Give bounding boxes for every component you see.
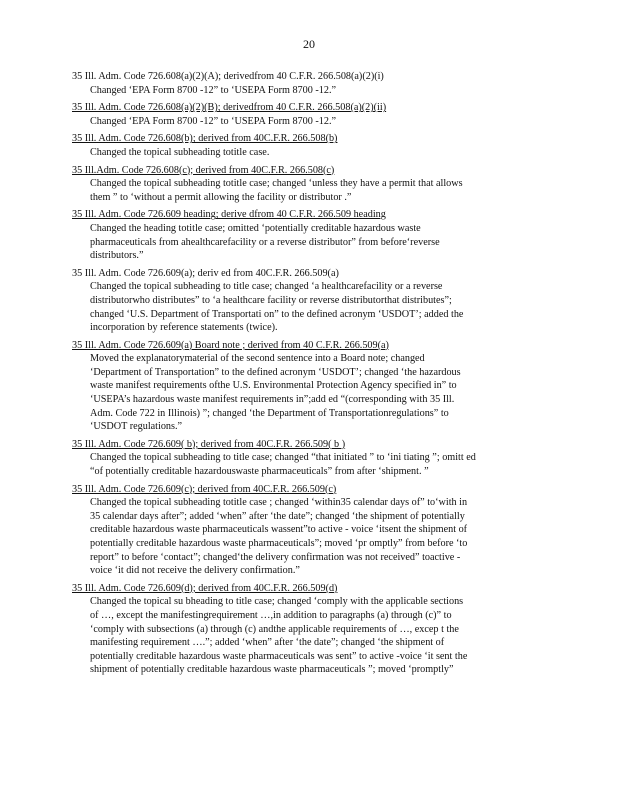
- description-line: Changed ‘EPA Form 8700 -12” to ‘USEPA Form 8700 -12.”: [90, 84, 337, 96]
- description-line: Changed the topical subheading to title case; changed ‘a healthcarefacility or a reverse: [90, 281, 443, 293]
- amendment-description: [72, 146, 532, 160]
- description-line: Changed the topical subheading totitle case.: [90, 146, 270, 158]
- description-line: Moved the explanatorymaterial of the second sentence into a Board note; changed: [90, 353, 425, 365]
- description-line: Changed ‘EPA Form 8700 -12” to ‘USEPA Form 8700 -12.”: [90, 115, 337, 127]
- citation-heading: 35 Ill. Adm. Code 726.609(a) Board note ; derived from 40 C.F.R. 266.509(a): [72, 339, 389, 351]
- citation-heading: 35 Ill. Adm. Code 726.609( b); derived from 40C.F.R. 266.509( b ): [72, 438, 346, 450]
- description-line: ‘Department of Transportation” to the defined acronym ‘USDOT’; changed ‘the hazardous: [90, 366, 461, 378]
- amendment-entry: [72, 339, 532, 434]
- amendment-entry: [72, 101, 532, 128]
- description-line: them ” to ‘without a permit allowing the facility or distributor .”: [90, 191, 352, 203]
- description-line: incorporation by reference statements (twice).: [90, 322, 278, 334]
- description-line: Adm. Code 722 in Illinois) ”; changed ‘the Department of Transportationregulations” to: [90, 407, 449, 419]
- amendment-description: [72, 177, 532, 204]
- description-line: Changed the topical subheading to title case; changed “that initiated ” to ‘ini tiating ”; omitt ed: [90, 452, 476, 464]
- amendment-description: [72, 451, 532, 478]
- amendment-description: [72, 496, 532, 578]
- citation-heading: 35 Ill. Adm. Code 726.609(d); derived from 40C.F.R. 266.509(d): [72, 582, 338, 594]
- amendment-description: [72, 595, 532, 677]
- description-line: voice ‘it did not receive the delivery confirmation.”: [90, 565, 300, 577]
- description-line: potentially creditable hazardous waste pharmaceuticals was sent” to active -voice ‘it sent the: [90, 650, 468, 662]
- amendment-description: [72, 352, 532, 434]
- description-line: changed ‘U.S. Department of Transportati on” to the defined acronym ‘USDOT’; added the: [90, 308, 464, 320]
- citation-heading: 35 Ill. Adm. Code 726.609(a); deriv ed from 40C.F.R. 266.509(a): [72, 267, 339, 279]
- amendment-description: [72, 280, 532, 334]
- description-line: waste manifest requirements ofthe U.S. Environmental Protection Agency specified in” to: [90, 380, 457, 392]
- citation-heading: 35 Ill. Adm. Code 726.609(c); derived from 40C.F.R. 266.509(c): [72, 483, 337, 495]
- description-line: Changed the topical su bheading to title case; changed ‘comply with the applicable sections: [90, 596, 464, 608]
- amendment-entry: [72, 483, 532, 578]
- amendment-description: [72, 115, 532, 129]
- description-line: 35 calendar days after”; added ‘when” after ‘the date”; changed ‘the shipment of potentially: [90, 510, 465, 522]
- description-line: report” to before ‘contact”; changed‘the delivery confirmation was not received” toactive -: [90, 551, 461, 563]
- description-line: distributorwho distributes” to ‘a healthcare facility or reverse distributorthat distributes”;: [90, 294, 452, 306]
- description-line: pharmaceuticals from ahealthcarefacility or a reverse distributor” from before‘reverse: [90, 236, 440, 248]
- amendment-entry: [72, 70, 532, 97]
- citation-heading: 35 Ill. Adm. Code 726.609 heading; derive dfrom 40 C.F.R. 266.509 heading: [72, 209, 386, 221]
- amendment-entry: [72, 164, 532, 205]
- description-line: Changed the heading totitle case; omitted ‘potentially creditable hazardous waste: [90, 222, 421, 234]
- description-line: “of potentially creditable hazardouswaste pharmaceuticals” from after ‘shipment. ”: [90, 466, 429, 478]
- description-line: Changed the topical subheading totitle case; changed ‘unless they have a permit that allows: [90, 178, 463, 190]
- description-line: shipment of potentially creditable hazardous waste pharmaceuticals ”; moved ‘promptly”: [90, 664, 454, 676]
- citation-heading: 35 Ill. Adm. Code 726.608(b); derived from 40C.F.R. 266.508(b): [72, 133, 338, 145]
- description-line: of …, except the manifestingrequirement …,in addition to paragraphs (a) through (c)” to: [90, 609, 452, 621]
- amendment-description: [72, 84, 532, 98]
- description-line: Changed the topical subheading totitle case ; changed ‘within35 calendar days of” to‘with in: [90, 497, 468, 509]
- amendment-entry: [72, 208, 532, 262]
- amendment-description: [72, 222, 532, 263]
- citation-heading: 35 Ill.Adm. Code 726.608(c); derived from 40C.F.R. 266.508(c): [72, 164, 335, 176]
- amendment-entry: [72, 582, 532, 677]
- description-line: ‘USDOT regulations.”: [90, 421, 183, 433]
- amendment-entry: [72, 438, 532, 479]
- document-body: [72, 70, 532, 681]
- description-line: ‘comply with subsections (a) through (c) andthe applicable requirements of …, excep t the: [90, 623, 459, 635]
- amendment-entry: [72, 267, 532, 335]
- amendment-entry: [72, 132, 532, 159]
- page-number: 20: [303, 37, 315, 51]
- description-line: ‘USEPA’s hazardous waste manifest requirements in”;add ed “(corresponding with 35 Ill.: [90, 394, 455, 406]
- description-line: distributors.”: [90, 250, 144, 262]
- citation-heading: 35 Ill. Adm. Code 726.608(a)(2)(A); derivedfrom 40 C.F.R. 266.508(a)(2)(i): [72, 71, 384, 82]
- citation-heading: 35 Ill. Adm. Code 726.608(a)(2)(B); derivedfrom 40 C.F.R. 266.508(a)(2)(ii): [72, 102, 387, 114]
- description-line: potentially creditable hazardous waste pharmaceuticals”; moved ‘pr omptly” from before ‘to: [90, 538, 468, 549]
- description-line: manifesting requirement ….”; added ‘when” after ‘the date”; changed ‘the shipment of: [90, 637, 445, 649]
- description-line: creditable hazardous waste pharmaceuticals wassent”to active - voice ‘itsent the shipment of: [90, 524, 468, 536]
